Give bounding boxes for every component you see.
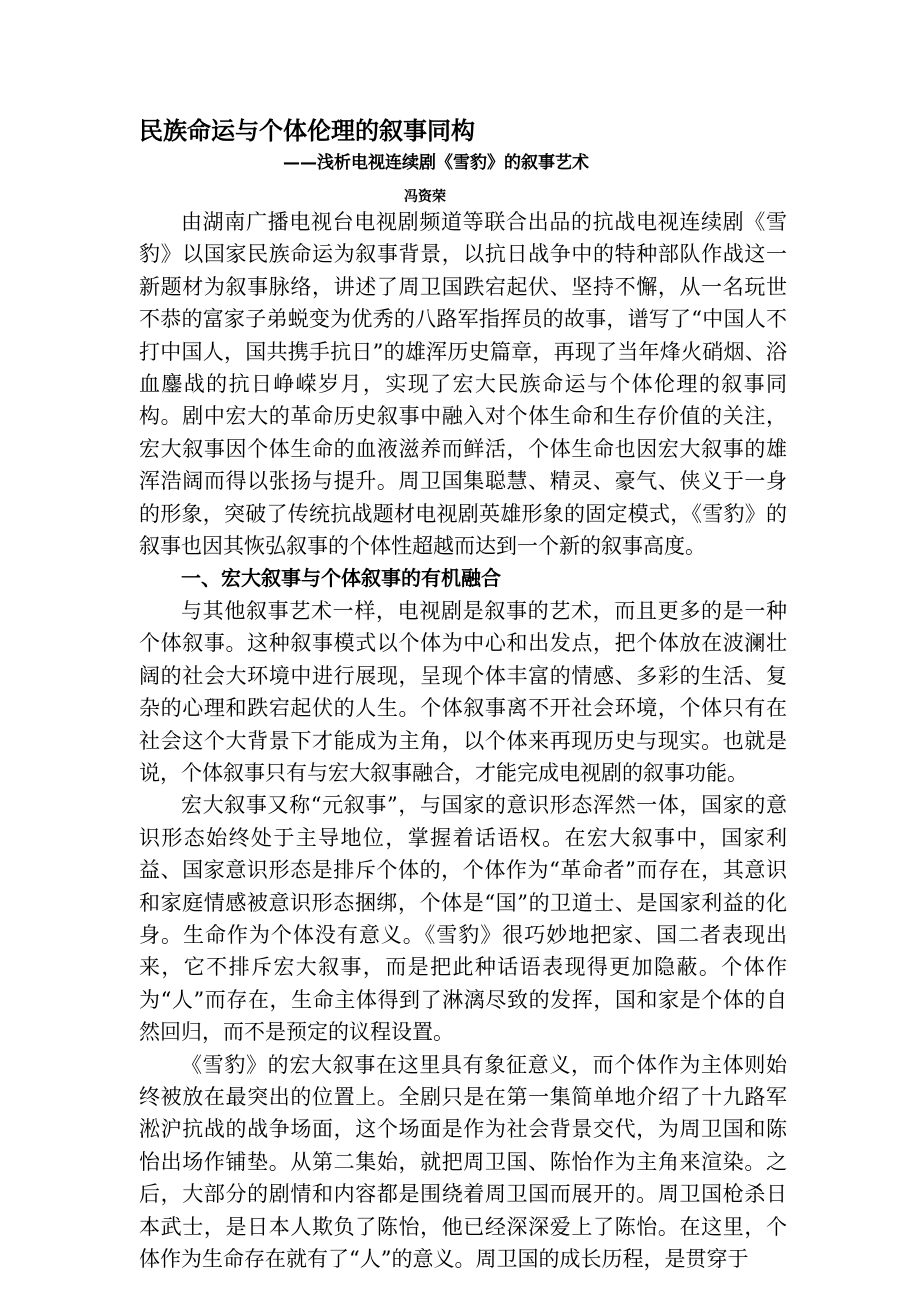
section-paragraph-3: 《雪豹》的宏大叙事在这里具有象征意义，而个体作为主体则始终被放在最突出的位置上。全剧只是在第一集简单地介绍了十九路军淞沪抗战的战争场面，这个场面是作为社会背景交代，为周卫国和陈怡出场作铺垫。从第二集始，就把周卫国、陈怡作为主角来渲染。之后，大部分的剧情和内容都是围绕着周卫国而展开的。周卫国枪杀日本武士，是日本人欺负了陈怡，他已经深深爱上了陈怡。在这里，个体作为生命存在就有了“人”的意义。周卫国的成长历程，是贯穿于 bbox=[139, 1052, 787, 1271]
section-heading: 一、宏大叙事与个体叙事的有机融合 bbox=[181, 566, 501, 591]
article-body bbox=[139, 206, 787, 1275]
article-subtitle: ——浅析电视连续剧《雪豹》的叙事艺术 bbox=[283, 153, 589, 173]
article-author: 冯资荣 bbox=[404, 189, 446, 205]
article-title: 民族命运与个体伦理的叙事同构 bbox=[139, 117, 475, 145]
section-paragraph-2: 宏大叙事又称“元叙事”，与国家的意识形态浑然一体，国家的意识形态始终处于主导地位，掌握着话语权。在宏大叙事中，国家利益、国家意识形态是排斥个体的，个体作为“革命者”而存在，其意识和家庭情感被意识形态捆绑，个体是“国”的卫道士、是国家利益的化身。生命作为个体没有意义。《雪豹》很巧妙地把家、国二者表现出来，它不排斥宏大叙事，而是把此种话语表现得更加隐蔽。个体作为“人”而存在，生命主体得到了淋漓尽致的发挥，国和家是个体的自然回归，而不是预定的议程设置。 bbox=[139, 793, 787, 1045]
intro-paragraph: 由湖南广播电视台电视剧频道等联合出品的抗战电视连续剧《雪豹》以国家民族命运为叙事背景，以抗日战争中的特种部队作战这一新题材为叙事脉络，讲述了周卫国跌宕起伏、坚持不懈，从一名玩世不恭的富家子弟蜕变为优秀的八路军指挥员的故事，谱写了“中国人不打中国人，国共携手抗日”的雄浑历史篇章，再现了当年烽火硝烟、浴血鏖战的抗日峥嵘岁月，实现了宏大民族命运与个体伦理的叙事同构。剧中宏大的革命历史叙事中融入对个体生命和生存价值的关注，宏大叙事因个体生命的血液滋养而鲜活，个体生命也因宏大叙事的雄浑浩阔而得以张扬与提升。周卫国集聪慧、精灵、豪气、侠义于一身的形象，突破了传统抗战题材电视剧英雄形象的固定模式，《雪豹》的叙事也因其恢弘叙事的个体性超越而达到一个新的叙事高度。 bbox=[139, 210, 787, 559]
section-paragraph-1: 与其他叙事艺术一样，电视剧是叙事的艺术，而且更多的是一种个体叙事。这种叙事模式以个体为中心和出发点，把个体放在波澜壮阔的社会大环境中进行展现，呈现个体丰富的情感、多彩的生活、复杂的心理和跌宕起伏的人生。个体叙事离不开社会环境，个体只有在社会这个大背景下才能成为主角，以个体来再现历史与现实。也就是说，个体叙事只有与宏大叙事融合，才能完成电视剧的叙事功能。 bbox=[139, 598, 787, 785]
